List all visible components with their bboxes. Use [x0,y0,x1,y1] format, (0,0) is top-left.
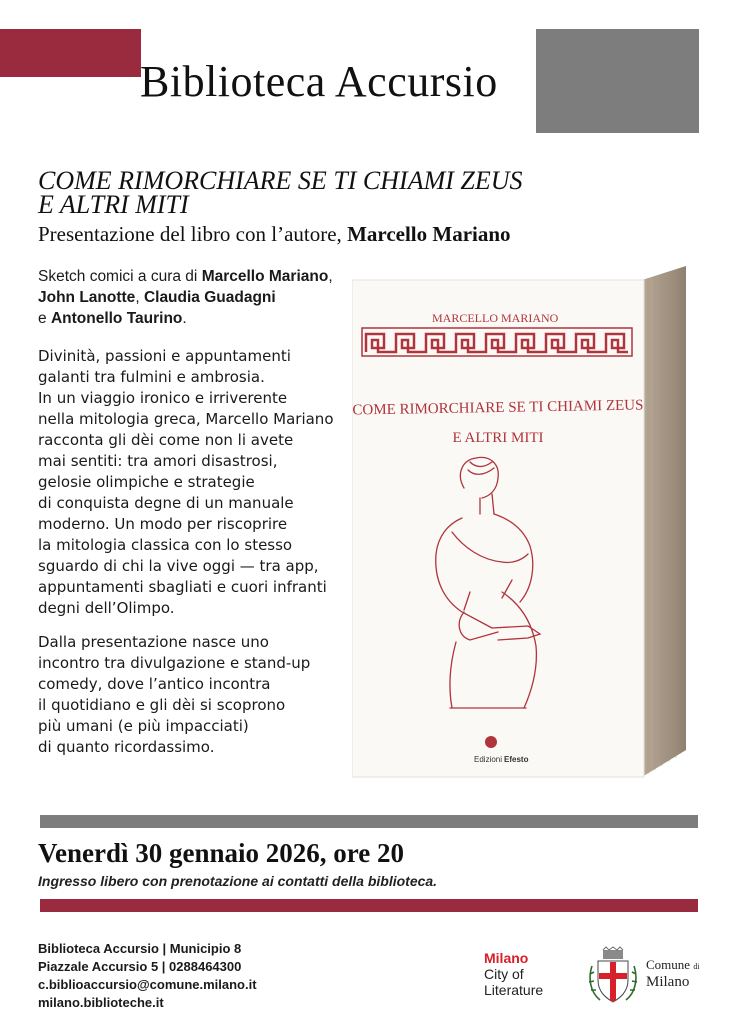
logo-line-milano: Milano [484,950,529,966]
text-line: incontro tra divulgazione e stand-up [38,654,311,672]
contacts-block [38,940,257,1012]
comune-city-label: Milano [646,974,690,990]
access-note: Ingresso libero con prenotazione ai contatti della biblioteca. [38,873,438,889]
contact-line: Biblioteca Accursio | Municipio 8 [38,941,242,956]
text-line: Divinità, passioni e appuntamenti [38,347,291,365]
description-paragraph-2 [38,632,348,758]
book-cover-image [352,262,692,782]
contact-website[interactable]: milano.biblioteche.it [38,995,164,1010]
text-line: comedy, dove l’antico incontra [38,675,271,693]
intro-text: Sketch comici a cura di [38,268,202,285]
comune-milano-crest-icon [586,946,640,1008]
text-line: racconta gli dèi come non li avete [38,431,294,449]
comune-di-milano-logo [646,958,700,991]
text-line: più umani (e più impacciati) [38,717,249,735]
credit-name: Antonello Taurino [50,310,183,327]
event-datetime: Venerdì 30 gennaio 2026, ore 20 [38,838,405,868]
text-line: sguardo di chi la vive oggi — tra app, [38,557,319,575]
logo-line-city-of: City of [484,966,524,982]
divider-gray-bar [40,815,698,828]
book-title-line-1: COME RIMORCHIARE SE TI CHIAMI ZEUS [38,166,523,195]
comune-label: Comune [646,957,691,972]
subtitle-prefix: Presentazione del libro con l’autore, [38,222,348,246]
library-title: Biblioteca Accursio [140,57,498,106]
contact-email[interactable]: c.biblioaccursio@comune.milano.it [38,977,257,992]
text-line: Dalla presentazione nasce uno [38,633,269,651]
book-front-cover [352,280,644,777]
credit-name: Claudia Guadagni [143,289,276,306]
cover-title-line-2: E ALTRI MITI [452,430,544,446]
cover-author: MARCELLO MARIANO [432,311,559,325]
text-line: galanti tra fulmini e ambrosia. [38,368,265,386]
text-line: la mitologia classica con lo stesso [38,536,293,554]
text-line: gelosie olimpiche e strategie [38,473,255,491]
text-line: il quotidiano e gli dèi si scoprono [38,696,286,714]
cover-publisher-a: Edizioni [474,755,503,764]
event-subtitle [38,222,698,247]
intro-credits [38,266,348,329]
milano-city-of-literature-logo [484,950,543,998]
cover-title-line-1: COME RIMORCHIARE SE TI CHIAMI ZEUS [352,397,644,419]
text-line: moderno. Un modo per riscoprire [38,515,288,533]
description-paragraph-1 [38,346,348,619]
book-title [38,166,678,219]
text-line: di quanto ricordassimo. [38,738,215,756]
text-line: In un viaggio ironico e irriverente [38,389,288,407]
subtitle-author: Marcello Mariano [347,222,511,246]
book-page-edges [642,266,686,777]
intro-text: . [182,310,187,327]
credit-name: Marcello Mariano [201,268,329,285]
intro-text: , [328,268,333,285]
book-title-line-2: E ALTRI MITI [38,190,189,219]
contact-line: Piazzale Accursio 5 | 0288464300 [38,959,242,974]
text-line: mai sentiti: tra amori disastrosi, [38,452,278,470]
publisher-logo-icon [485,736,497,748]
cover-publisher-b: Efesto [504,755,529,764]
text-line: appuntamenti sbagliati e cuori infranti [38,578,327,596]
logo-line-literature: Literature [484,982,544,998]
divider-red-bar [40,899,698,912]
text-line: nella mitologia greca, Marcello Mariano [38,410,334,428]
header-red-bar [0,29,141,77]
comune-di-label: di [693,962,700,971]
intro-text: e [38,310,51,327]
credit-name: John Lanotte [38,289,136,306]
intro-text: , [135,289,144,306]
text-line: degni dell’Olimpo. [38,599,175,617]
text-line: di conquista degne di un manuale [38,494,294,512]
